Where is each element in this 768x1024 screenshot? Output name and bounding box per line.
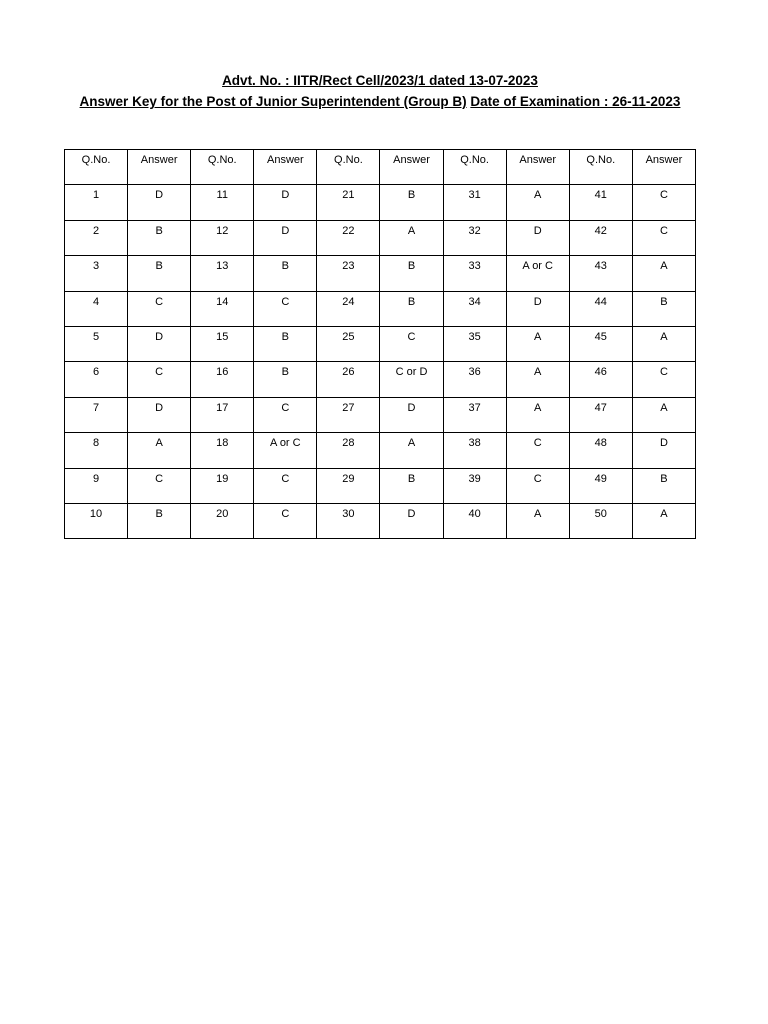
exam-date: Date of Examination : 26-11-2023 xyxy=(470,94,681,109)
answer-cell: D xyxy=(632,433,695,468)
question-number-cell: 11 xyxy=(191,185,254,220)
table-row xyxy=(65,291,696,326)
question-number-cell: 30 xyxy=(317,503,380,538)
post-title: Answer Key for the Post of Junior Superintendent (Group B) xyxy=(79,94,467,109)
answer-cell: C xyxy=(506,468,569,503)
answer-cell: B xyxy=(632,291,695,326)
advertisement-number: Advt. No. : IITR/Rect Cell/2023/1 dated 13-07-2023 xyxy=(222,73,538,88)
question-number-cell: 16 xyxy=(191,362,254,397)
question-number-cell: 23 xyxy=(317,256,380,291)
table-row xyxy=(65,468,696,503)
answer-cell: C xyxy=(632,185,695,220)
answer-key-title xyxy=(0,91,760,112)
table-row xyxy=(65,397,696,432)
table-row xyxy=(65,433,696,468)
header-qno-4: Q.No. xyxy=(443,150,506,185)
answer-cell: A or C xyxy=(254,433,317,468)
question-number-cell: 27 xyxy=(317,397,380,432)
question-number-cell: 40 xyxy=(443,503,506,538)
answer-key-table xyxy=(64,149,696,539)
answer-cell: D xyxy=(506,220,569,255)
answer-cell: C xyxy=(380,326,443,361)
answer-cell: A xyxy=(506,185,569,220)
answer-cell: A xyxy=(632,256,695,291)
answer-cell: C xyxy=(632,362,695,397)
answer-cell: A xyxy=(506,362,569,397)
answer-cell: C xyxy=(632,220,695,255)
question-number-cell: 1 xyxy=(65,185,128,220)
answer-cell: A xyxy=(632,503,695,538)
answer-cell: C xyxy=(254,291,317,326)
document-header xyxy=(0,70,760,112)
question-number-cell: 14 xyxy=(191,291,254,326)
answer-cell: D xyxy=(254,185,317,220)
question-number-cell: 42 xyxy=(569,220,632,255)
header-answer-2: Answer xyxy=(254,150,317,185)
question-number-cell: 10 xyxy=(65,503,128,538)
answer-cell: C xyxy=(128,468,191,503)
answer-cell: A xyxy=(506,397,569,432)
question-number-cell: 13 xyxy=(191,256,254,291)
answer-cell: B xyxy=(254,256,317,291)
answer-cell: C xyxy=(128,362,191,397)
question-number-cell: 45 xyxy=(569,326,632,361)
answer-cell: B xyxy=(254,326,317,361)
question-number-cell: 6 xyxy=(65,362,128,397)
question-number-cell: 33 xyxy=(443,256,506,291)
answer-cell: A or C xyxy=(506,256,569,291)
question-number-cell: 28 xyxy=(317,433,380,468)
answer-cell: A xyxy=(380,433,443,468)
table-row xyxy=(65,185,696,220)
question-number-cell: 22 xyxy=(317,220,380,255)
question-number-cell: 48 xyxy=(569,433,632,468)
answer-cell: B xyxy=(128,503,191,538)
answer-cell: C xyxy=(254,468,317,503)
question-number-cell: 34 xyxy=(443,291,506,326)
question-number-cell: 37 xyxy=(443,397,506,432)
question-number-cell: 35 xyxy=(443,326,506,361)
question-number-cell: 31 xyxy=(443,185,506,220)
header-qno-5: Q.No. xyxy=(569,150,632,185)
table-body xyxy=(65,185,696,539)
answer-cell: D xyxy=(506,291,569,326)
question-number-cell: 38 xyxy=(443,433,506,468)
question-number-cell: 4 xyxy=(65,291,128,326)
question-number-cell: 46 xyxy=(569,362,632,397)
answer-cell: B xyxy=(380,291,443,326)
answer-cell: A xyxy=(506,326,569,361)
table-row xyxy=(65,503,696,538)
answer-cell: D xyxy=(128,326,191,361)
answer-cell: D xyxy=(128,397,191,432)
question-number-cell: 25 xyxy=(317,326,380,361)
question-number-cell: 39 xyxy=(443,468,506,503)
table-row xyxy=(65,256,696,291)
question-number-cell: 7 xyxy=(65,397,128,432)
question-number-cell: 44 xyxy=(569,291,632,326)
answer-cell: A xyxy=(128,433,191,468)
question-number-cell: 41 xyxy=(569,185,632,220)
question-number-cell: 2 xyxy=(65,220,128,255)
answer-cell: B xyxy=(380,256,443,291)
question-number-cell: 20 xyxy=(191,503,254,538)
question-number-cell: 29 xyxy=(317,468,380,503)
header-qno-1: Q.No. xyxy=(65,150,128,185)
answer-cell: C or D xyxy=(380,362,443,397)
answer-cell: A xyxy=(632,397,695,432)
question-number-cell: 21 xyxy=(317,185,380,220)
header-qno-3: Q.No. xyxy=(317,150,380,185)
question-number-cell: 36 xyxy=(443,362,506,397)
answer-cell: B xyxy=(380,185,443,220)
question-number-cell: 17 xyxy=(191,397,254,432)
answer-cell: D xyxy=(128,185,191,220)
question-number-cell: 47 xyxy=(569,397,632,432)
answer-cell: B xyxy=(632,468,695,503)
header-answer-5: Answer xyxy=(632,150,695,185)
question-number-cell: 15 xyxy=(191,326,254,361)
table-row xyxy=(65,362,696,397)
question-number-cell: 18 xyxy=(191,433,254,468)
header-qno-2: Q.No. xyxy=(191,150,254,185)
question-number-cell: 5 xyxy=(65,326,128,361)
answer-cell: B xyxy=(128,256,191,291)
answer-cell: B xyxy=(254,362,317,397)
answer-cell: C xyxy=(506,433,569,468)
question-number-cell: 3 xyxy=(65,256,128,291)
question-number-cell: 32 xyxy=(443,220,506,255)
table-row xyxy=(65,220,696,255)
header-answer-4: Answer xyxy=(506,150,569,185)
answer-cell: A xyxy=(506,503,569,538)
header-answer-1: Answer xyxy=(128,150,191,185)
answer-cell: B xyxy=(380,468,443,503)
question-number-cell: 24 xyxy=(317,291,380,326)
question-number-cell: 43 xyxy=(569,256,632,291)
question-number-cell: 26 xyxy=(317,362,380,397)
answer-cell: A xyxy=(632,326,695,361)
question-number-cell: 8 xyxy=(65,433,128,468)
question-number-cell: 19 xyxy=(191,468,254,503)
table-header-row xyxy=(65,150,696,185)
question-number-cell: 50 xyxy=(569,503,632,538)
answer-cell: D xyxy=(380,503,443,538)
answer-cell: C xyxy=(254,397,317,432)
answer-cell: C xyxy=(128,291,191,326)
answer-cell: B xyxy=(128,220,191,255)
answer-cell: A xyxy=(380,220,443,255)
table-row xyxy=(65,326,696,361)
answer-cell: C xyxy=(254,503,317,538)
answer-cell: D xyxy=(254,220,317,255)
question-number-cell: 12 xyxy=(191,220,254,255)
question-number-cell: 49 xyxy=(569,468,632,503)
answer-cell: D xyxy=(380,397,443,432)
question-number-cell: 9 xyxy=(65,468,128,503)
header-answer-3: Answer xyxy=(380,150,443,185)
